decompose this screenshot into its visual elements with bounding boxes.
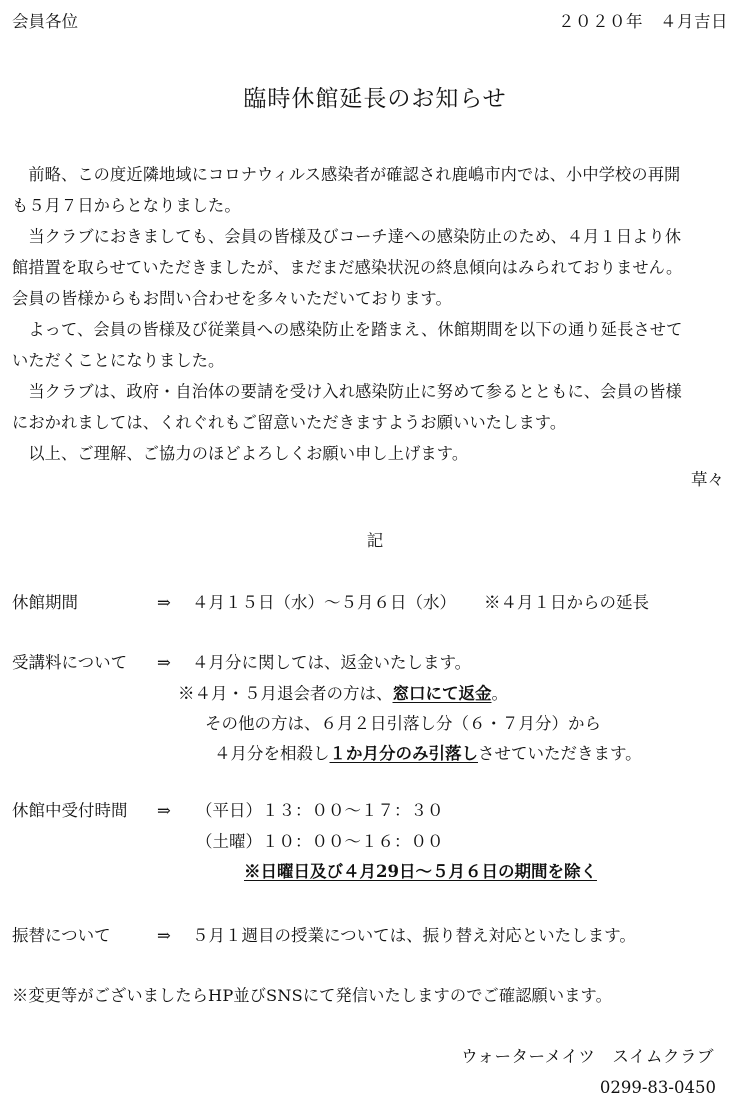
body-line: 館措置を取らせていただきましたが、まだまだ感染状況の終息傾向はみられておりません。 — [12, 258, 683, 277]
club-name: ウォーターメイツ スイムクラブ — [461, 1047, 714, 1066]
fee-withdrawal-line — [178, 686, 508, 703]
fee-withdrawal-text: ※４月・５月退会者の方は、 — [178, 684, 393, 703]
issue-date: ２０２０年 ４月吉日 — [558, 12, 728, 31]
body-line: 会員の皆様からもお問い合わせを多々いただいております。 — [12, 289, 452, 308]
fee-offset-end: させていただきます。 — [478, 744, 642, 763]
fee-withdrawal-end: 。 — [491, 684, 508, 703]
reception-weekday-hours: （平日）１３：００～１７：３０ — [196, 801, 444, 820]
body-line: よって、会員の皆様及び従業員への感染防止を踏まえ、休館期間を以下の通り延長させて — [12, 320, 683, 339]
closure-period: ４月１５日（水）～５月６日（水） — [192, 593, 456, 612]
body-line: 当クラブにおきましても、会員の皆様及びコーチ達への感染防止のため、４月１日より休 — [12, 227, 682, 246]
fee-label: 受講料について — [12, 653, 128, 672]
arrow-icon: ⇒ — [157, 653, 171, 672]
closing-phrase: 草々 — [691, 470, 724, 489]
body-line: 当クラブは、政府・自治体の要請を受け入れ感染防止に努めて参るとともに、会員の皆様 — [12, 382, 682, 401]
notice-title: 臨時休館延長のお知らせ — [243, 86, 507, 112]
body-line: 前略、この度近隣地域にコロナウィルス感染者が確認され鹿嶋市内では、小中学校の再開 — [12, 165, 681, 184]
body-line: 以上、ご理解、ご協力のほどよろしくお願い申し上げます。 — [12, 444, 469, 463]
fee-others-line: その他の方は、６月２日引落し分（６・７月分）から — [205, 714, 601, 733]
counter-refund-emphasis: 窓口にて返金 — [392, 684, 492, 703]
closure-note: ※４月１日からの延長 — [484, 593, 649, 612]
makeup-text: ５月１週目の授業については、振り替え対応といたします。 — [192, 926, 636, 945]
reception-label: 休館中受付時間 — [12, 801, 128, 820]
update-notice: ※変更等がございましたらHP並びSNSにて発信いたしますのでご確認願います。 — [12, 986, 612, 1005]
body-line: いただくことになりました。 — [12, 351, 225, 370]
arrow-icon: ⇒ — [157, 593, 171, 612]
reception-saturday-hours: （土曜）１０：００～１６：００ — [196, 832, 444, 851]
closure-label: 休館期間 — [12, 593, 78, 612]
makeup-label: 振替について — [12, 926, 111, 945]
club-phone: 0299-83-0450 — [599, 1078, 716, 1097]
fee-offset-line — [214, 746, 642, 763]
recipient-line: 会員各位 — [12, 12, 78, 31]
arrow-icon: ⇒ — [157, 926, 171, 945]
one-month-debit-emphasis: １か月分のみ引落し — [329, 744, 478, 763]
fee-offset-text: ４月分を相殺し — [214, 744, 330, 763]
reception-exclusion: ※日曜日及び４月29日～５月６日の期間を除く — [244, 862, 597, 881]
arrow-icon: ⇒ — [157, 801, 171, 820]
fee-refund-line: ４月分に関しては、返金いたします。 — [192, 653, 472, 672]
body-line: におかれましては、くれぐれもご留意いただきますようお願いいたします。 — [12, 413, 567, 432]
ki-heading: 記 — [366, 531, 384, 550]
body-line: も５月７日からとなりました。 — [12, 196, 241, 215]
